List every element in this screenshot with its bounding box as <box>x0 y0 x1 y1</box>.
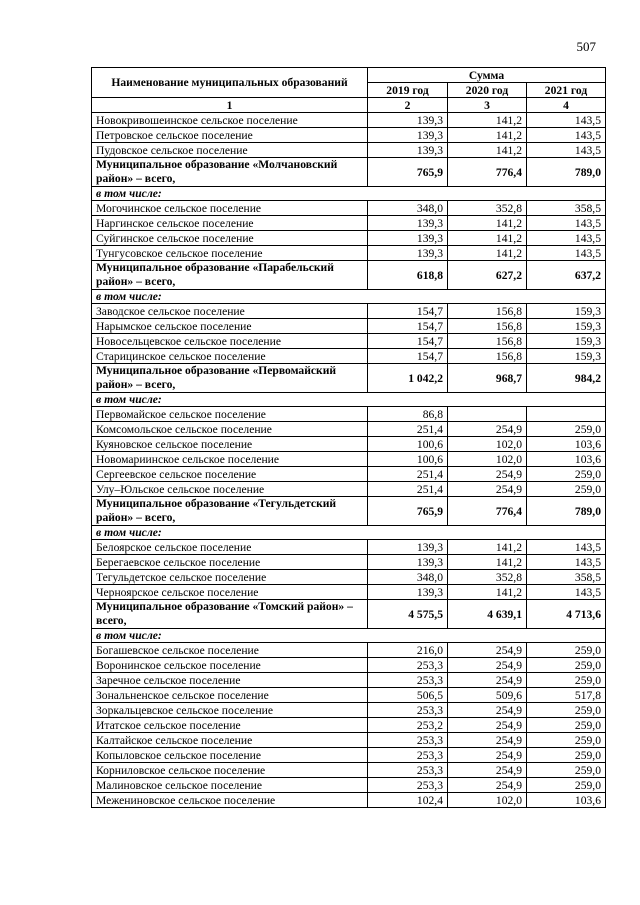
amount-2021: 358,5 <box>527 201 606 216</box>
amount-2021: 143,5 <box>527 246 606 261</box>
year-2020-header: 2020 год <box>448 83 527 98</box>
amount-2020: 141,2 <box>448 246 527 261</box>
amount-2021: 259,0 <box>527 673 606 688</box>
amount-2019: 139,3 <box>368 216 448 231</box>
amount-2021: 143,5 <box>527 113 606 128</box>
amount-2020: 254,9 <box>448 748 527 763</box>
district-name: Муниципальное образование «Тегульдетский район» – всего, <box>92 497 368 526</box>
table-row <box>92 467 606 482</box>
table-row <box>92 349 606 364</box>
header-row-top <box>92 68 606 83</box>
amount-2021: 259,0 <box>527 718 606 733</box>
district-total-row <box>92 600 606 629</box>
table-row <box>92 585 606 600</box>
table-row <box>92 643 606 658</box>
settlement-name: Новосельцевское сельское поселение <box>92 334 368 349</box>
settlement-name: Тегульдетское сельское поселение <box>92 570 368 585</box>
subheading-row <box>92 526 606 540</box>
table-row <box>92 143 606 158</box>
amount-2021: 259,0 <box>527 763 606 778</box>
amount-2020: 141,2 <box>448 231 527 246</box>
amount-2021: 259,0 <box>527 778 606 793</box>
amount-2020: 254,9 <box>448 673 527 688</box>
amount-2021: 637,2 <box>527 261 606 290</box>
amount-2019: 506,5 <box>368 688 448 703</box>
subheading-row <box>92 629 606 643</box>
table-row <box>92 482 606 497</box>
amount-2021: 143,5 <box>527 216 606 231</box>
subheading-label: в том числе: <box>92 526 606 540</box>
amount-2021: 259,0 <box>527 748 606 763</box>
settlement-name: Корниловское сельское поселение <box>92 763 368 778</box>
settlement-name: Нарымское сельское поселение <box>92 319 368 334</box>
settlement-name: Наргинское сельское поселение <box>92 216 368 231</box>
page-number: 507 <box>576 39 596 54</box>
amount-2020 <box>448 407 527 422</box>
table-row <box>92 555 606 570</box>
amount-2019: 253,2 <box>368 718 448 733</box>
amount-2019: 100,6 <box>368 452 448 467</box>
amount-2021: 259,0 <box>527 658 606 673</box>
amount-2020: 776,4 <box>448 158 527 187</box>
amount-2019: 154,7 <box>368 319 448 334</box>
settlement-name: Тунгусовское сельское поселение <box>92 246 368 261</box>
table-row <box>92 658 606 673</box>
settlement-name: Сергеевское сельское поселение <box>92 467 368 482</box>
settlement-name: Малиновское сельское поселение <box>92 778 368 793</box>
district-total-row <box>92 497 606 526</box>
settlement-name: Новокривошеинское сельское поселение <box>92 113 368 128</box>
table-row <box>92 452 606 467</box>
amount-2020: 627,2 <box>448 261 527 290</box>
amount-2019: 253,3 <box>368 703 448 718</box>
amount-2020: 156,8 <box>448 319 527 334</box>
settlement-name: Воронинское сельское поселение <box>92 658 368 673</box>
settlement-name: Суйгинское сельское поселение <box>92 231 368 246</box>
amount-2020: 156,8 <box>448 349 527 364</box>
amount-2019: 251,4 <box>368 422 448 437</box>
district-name: Муниципальное образование «Парабельский район» – всего, <box>92 261 368 290</box>
amount-2019: 139,3 <box>368 540 448 555</box>
amount-2019: 154,7 <box>368 334 448 349</box>
settlement-name: Итатское сельское поселение <box>92 718 368 733</box>
district-total-row <box>92 158 606 187</box>
amount-2021: 259,0 <box>527 467 606 482</box>
amount-2019: 253,3 <box>368 658 448 673</box>
name-column-header: Наименование муниципальных образований <box>92 68 368 98</box>
amount-2020: 254,9 <box>448 778 527 793</box>
amount-2019: 348,0 <box>368 201 448 216</box>
amount-2021: 143,5 <box>527 585 606 600</box>
settlement-name: Копыловское сельское поселение <box>92 748 368 763</box>
amount-2020: 254,9 <box>448 482 527 497</box>
subheading-label: в том числе: <box>92 290 606 304</box>
amount-2019: 102,4 <box>368 793 448 808</box>
table-row <box>92 422 606 437</box>
settlement-name: Новомариинское сельское поселение <box>92 452 368 467</box>
subsidy-table <box>91 67 606 808</box>
amount-2020: 102,0 <box>448 437 527 452</box>
table-row <box>92 304 606 319</box>
amount-2020: 254,9 <box>448 763 527 778</box>
amount-2021: 984,2 <box>527 364 606 393</box>
subheading-row <box>92 393 606 407</box>
amount-2020: 254,9 <box>448 733 527 748</box>
amount-2019: 154,7 <box>368 304 448 319</box>
table-row <box>92 778 606 793</box>
column-number: 3 <box>448 98 527 113</box>
amount-2021: 4 713,6 <box>527 600 606 629</box>
settlement-name: Старицинское сельское поселение <box>92 349 368 364</box>
column-number: 2 <box>368 98 448 113</box>
amount-2020: 776,4 <box>448 497 527 526</box>
table-row <box>92 673 606 688</box>
amount-2019: 139,3 <box>368 231 448 246</box>
settlement-name: Комсомольское сельское поселение <box>92 422 368 437</box>
amount-2020: 156,8 <box>448 304 527 319</box>
table-row <box>92 246 606 261</box>
amount-2019: 765,9 <box>368 497 448 526</box>
district-name: Муниципальное образование «Первомайский район» – всего, <box>92 364 368 393</box>
amount-2020: 141,2 <box>448 555 527 570</box>
amount-2021: 143,5 <box>527 540 606 555</box>
amount-2021: 159,3 <box>527 334 606 349</box>
column-number: 1 <box>92 98 368 113</box>
amount-2020: 141,2 <box>448 585 527 600</box>
settlement-name: Межениновское сельское поселение <box>92 793 368 808</box>
amount-2020: 254,9 <box>448 658 527 673</box>
amount-2019: 216,0 <box>368 643 448 658</box>
amount-2020: 352,8 <box>448 201 527 216</box>
settlement-name: Могочинское сельское поселение <box>92 201 368 216</box>
amount-2019: 139,3 <box>368 585 448 600</box>
amount-2021: 789,0 <box>527 497 606 526</box>
amount-2021: 789,0 <box>527 158 606 187</box>
amount-2021: 259,0 <box>527 703 606 718</box>
table-row <box>92 763 606 778</box>
amount-2020: 254,9 <box>448 422 527 437</box>
subheading-row <box>92 187 606 201</box>
table-row <box>92 748 606 763</box>
amount-2021 <box>527 407 606 422</box>
table-row <box>92 319 606 334</box>
amount-2020: 141,2 <box>448 143 527 158</box>
settlement-name: Черноярское сельское поселение <box>92 585 368 600</box>
amount-2019: 348,0 <box>368 570 448 585</box>
amount-2019: 253,3 <box>368 763 448 778</box>
amount-2020: 352,8 <box>448 570 527 585</box>
amount-2020: 141,2 <box>448 113 527 128</box>
amount-2020: 254,9 <box>448 703 527 718</box>
amount-2019: 86,8 <box>368 407 448 422</box>
amount-2019: 253,3 <box>368 748 448 763</box>
table-body <box>92 113 606 808</box>
district-name: Муниципальное образование «Томский район» – всего, <box>92 600 368 629</box>
amount-2021: 159,3 <box>527 319 606 334</box>
amount-2019: 139,3 <box>368 246 448 261</box>
header-row-column-numbers <box>92 98 606 113</box>
amount-2019: 139,3 <box>368 128 448 143</box>
amount-2021: 143,5 <box>527 555 606 570</box>
table-row <box>92 718 606 733</box>
table-row <box>92 201 606 216</box>
amount-2019: 139,3 <box>368 143 448 158</box>
amount-2019: 253,3 <box>368 778 448 793</box>
amount-2021: 159,3 <box>527 304 606 319</box>
column-number: 4 <box>527 98 606 113</box>
amount-2019: 139,3 <box>368 555 448 570</box>
table-row <box>92 688 606 703</box>
settlement-name: Заводское сельское поселение <box>92 304 368 319</box>
amount-2020: 141,2 <box>448 128 527 143</box>
year-2021-header: 2021 год <box>527 83 606 98</box>
subheading-row <box>92 290 606 304</box>
amount-2021: 143,5 <box>527 128 606 143</box>
amount-2020: 4 639,1 <box>448 600 527 629</box>
district-total-row <box>92 261 606 290</box>
amount-2021: 103,6 <box>527 793 606 808</box>
subheading-label: в том числе: <box>92 187 606 201</box>
settlement-name: Улу–Юльское сельское поселение <box>92 482 368 497</box>
amount-2019: 154,7 <box>368 349 448 364</box>
table-row <box>92 128 606 143</box>
settlement-name: Богашевское сельское поселение <box>92 643 368 658</box>
table-row <box>92 570 606 585</box>
amount-2021: 259,0 <box>527 643 606 658</box>
amount-2020: 102,0 <box>448 793 527 808</box>
amount-2020: 968,7 <box>448 364 527 393</box>
sum-column-header: Сумма <box>368 68 606 83</box>
subheading-label: в том числе: <box>92 629 606 643</box>
amount-2021: 259,0 <box>527 482 606 497</box>
table-row <box>92 231 606 246</box>
table-row <box>92 733 606 748</box>
settlement-name: Белоярское сельское поселение <box>92 540 368 555</box>
district-total-row <box>92 364 606 393</box>
settlement-name: Первомайское сельское поселение <box>92 407 368 422</box>
amount-2021: 259,0 <box>527 733 606 748</box>
settlement-name: Заречное сельское поселение <box>92 673 368 688</box>
amount-2019: 251,4 <box>368 467 448 482</box>
amount-2019: 253,3 <box>368 733 448 748</box>
amount-2019: 765,9 <box>368 158 448 187</box>
table-row <box>92 407 606 422</box>
settlement-name: Калтайское сельское поселение <box>92 733 368 748</box>
district-name: Муниципальное образование «Молчановский район» – всего, <box>92 158 368 187</box>
amount-2020: 254,9 <box>448 467 527 482</box>
amount-2020: 254,9 <box>448 718 527 733</box>
amount-2019: 1 042,2 <box>368 364 448 393</box>
settlement-name: Петровское сельское поселение <box>92 128 368 143</box>
table-row <box>92 334 606 349</box>
settlement-name: Куяновское сельское поселение <box>92 437 368 452</box>
settlement-name: Берегаевское сельское поселение <box>92 555 368 570</box>
amount-2021: 143,5 <box>527 143 606 158</box>
table-row <box>92 540 606 555</box>
table-row <box>92 437 606 452</box>
amount-2021: 159,3 <box>527 349 606 364</box>
amount-2019: 253,3 <box>368 673 448 688</box>
table-row <box>92 703 606 718</box>
amount-2021: 517,8 <box>527 688 606 703</box>
amount-2020: 156,8 <box>448 334 527 349</box>
amount-2019: 100,6 <box>368 437 448 452</box>
amount-2019: 4 575,5 <box>368 600 448 629</box>
amount-2021: 143,5 <box>527 231 606 246</box>
amount-2021: 259,0 <box>527 422 606 437</box>
amount-2021: 358,5 <box>527 570 606 585</box>
amount-2021: 103,6 <box>527 437 606 452</box>
amount-2020: 141,2 <box>448 540 527 555</box>
amount-2020: 141,2 <box>448 216 527 231</box>
table-row <box>92 793 606 808</box>
amount-2020: 254,9 <box>448 643 527 658</box>
settlement-name: Зоркальцевское сельское поселение <box>92 703 368 718</box>
table-row <box>92 216 606 231</box>
settlement-name: Зональненское сельское поселение <box>92 688 368 703</box>
settlement-name: Пудовское сельское поселение <box>92 143 368 158</box>
amount-2019: 618,8 <box>368 261 448 290</box>
amount-2019: 139,3 <box>368 113 448 128</box>
amount-2019: 251,4 <box>368 482 448 497</box>
amount-2020: 509,6 <box>448 688 527 703</box>
amount-2021: 103,6 <box>527 452 606 467</box>
amount-2020: 102,0 <box>448 452 527 467</box>
subheading-label: в том числе: <box>92 393 606 407</box>
year-2019-header: 2019 год <box>368 83 448 98</box>
table-row <box>92 113 606 128</box>
